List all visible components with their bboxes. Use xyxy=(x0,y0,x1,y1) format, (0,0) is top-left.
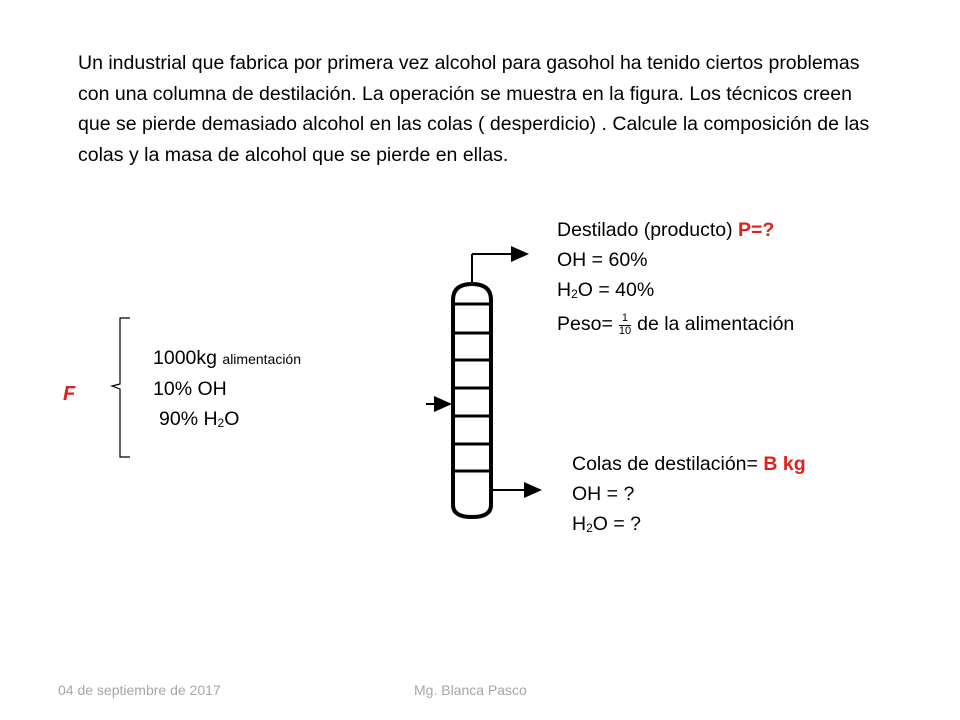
one-tenth-fraction: $\frac{1}{10}$ xyxy=(618,311,632,337)
distillate-composition xyxy=(557,215,794,339)
footer-date: 04 de septiembre de 2017 xyxy=(58,682,221,698)
column-body xyxy=(453,284,491,517)
bottoms-oh: OH = ? xyxy=(572,483,635,505)
bottoms-composition xyxy=(572,449,806,543)
feed-composition xyxy=(153,343,301,438)
feed-mass-value: 1000kg xyxy=(153,347,217,369)
bottoms-title: Colas de destilación= B kg xyxy=(572,453,806,475)
distillate-water: $H_2O = 40\%$ xyxy=(557,279,655,301)
bottoms-water: $H_2O$ = ? xyxy=(572,513,642,535)
feed-mass-suffix: alimentación xyxy=(222,351,302,367)
feed-brace xyxy=(112,318,130,457)
distillate-weight: Peso= $\frac{1}{10}$ de la alimentación xyxy=(557,311,795,337)
feed-label: F xyxy=(63,383,76,405)
footer-author: Mg. Blanca Pasco xyxy=(414,682,527,698)
bottoms-unknown: B kg xyxy=(763,453,806,475)
distillate-outlet-arrow xyxy=(472,254,527,284)
distillate-title: Destilado (producto) P=? xyxy=(557,219,775,241)
feed-mass xyxy=(153,343,301,374)
feed-oh: 10% OH xyxy=(153,378,227,400)
problem-statement: Un industrial que fabrica por primera vez alcohol para gasohol ha tenido ciertos problemas con una columna de destilación. La operación se muestra en la figura. Los técnicos creen que se pierde demasiado alcohol en las colas ( desperdicio) . Calcule la composición de las colas y la masa de alcohol que se pierde en ellas. xyxy=(78,52,870,166)
distillate-unknown: P=? xyxy=(738,219,775,241)
feed-water: 90% $H_2O$ xyxy=(159,408,240,430)
column-trays xyxy=(453,304,491,471)
distillate-oh: OH = 60% xyxy=(557,249,648,271)
